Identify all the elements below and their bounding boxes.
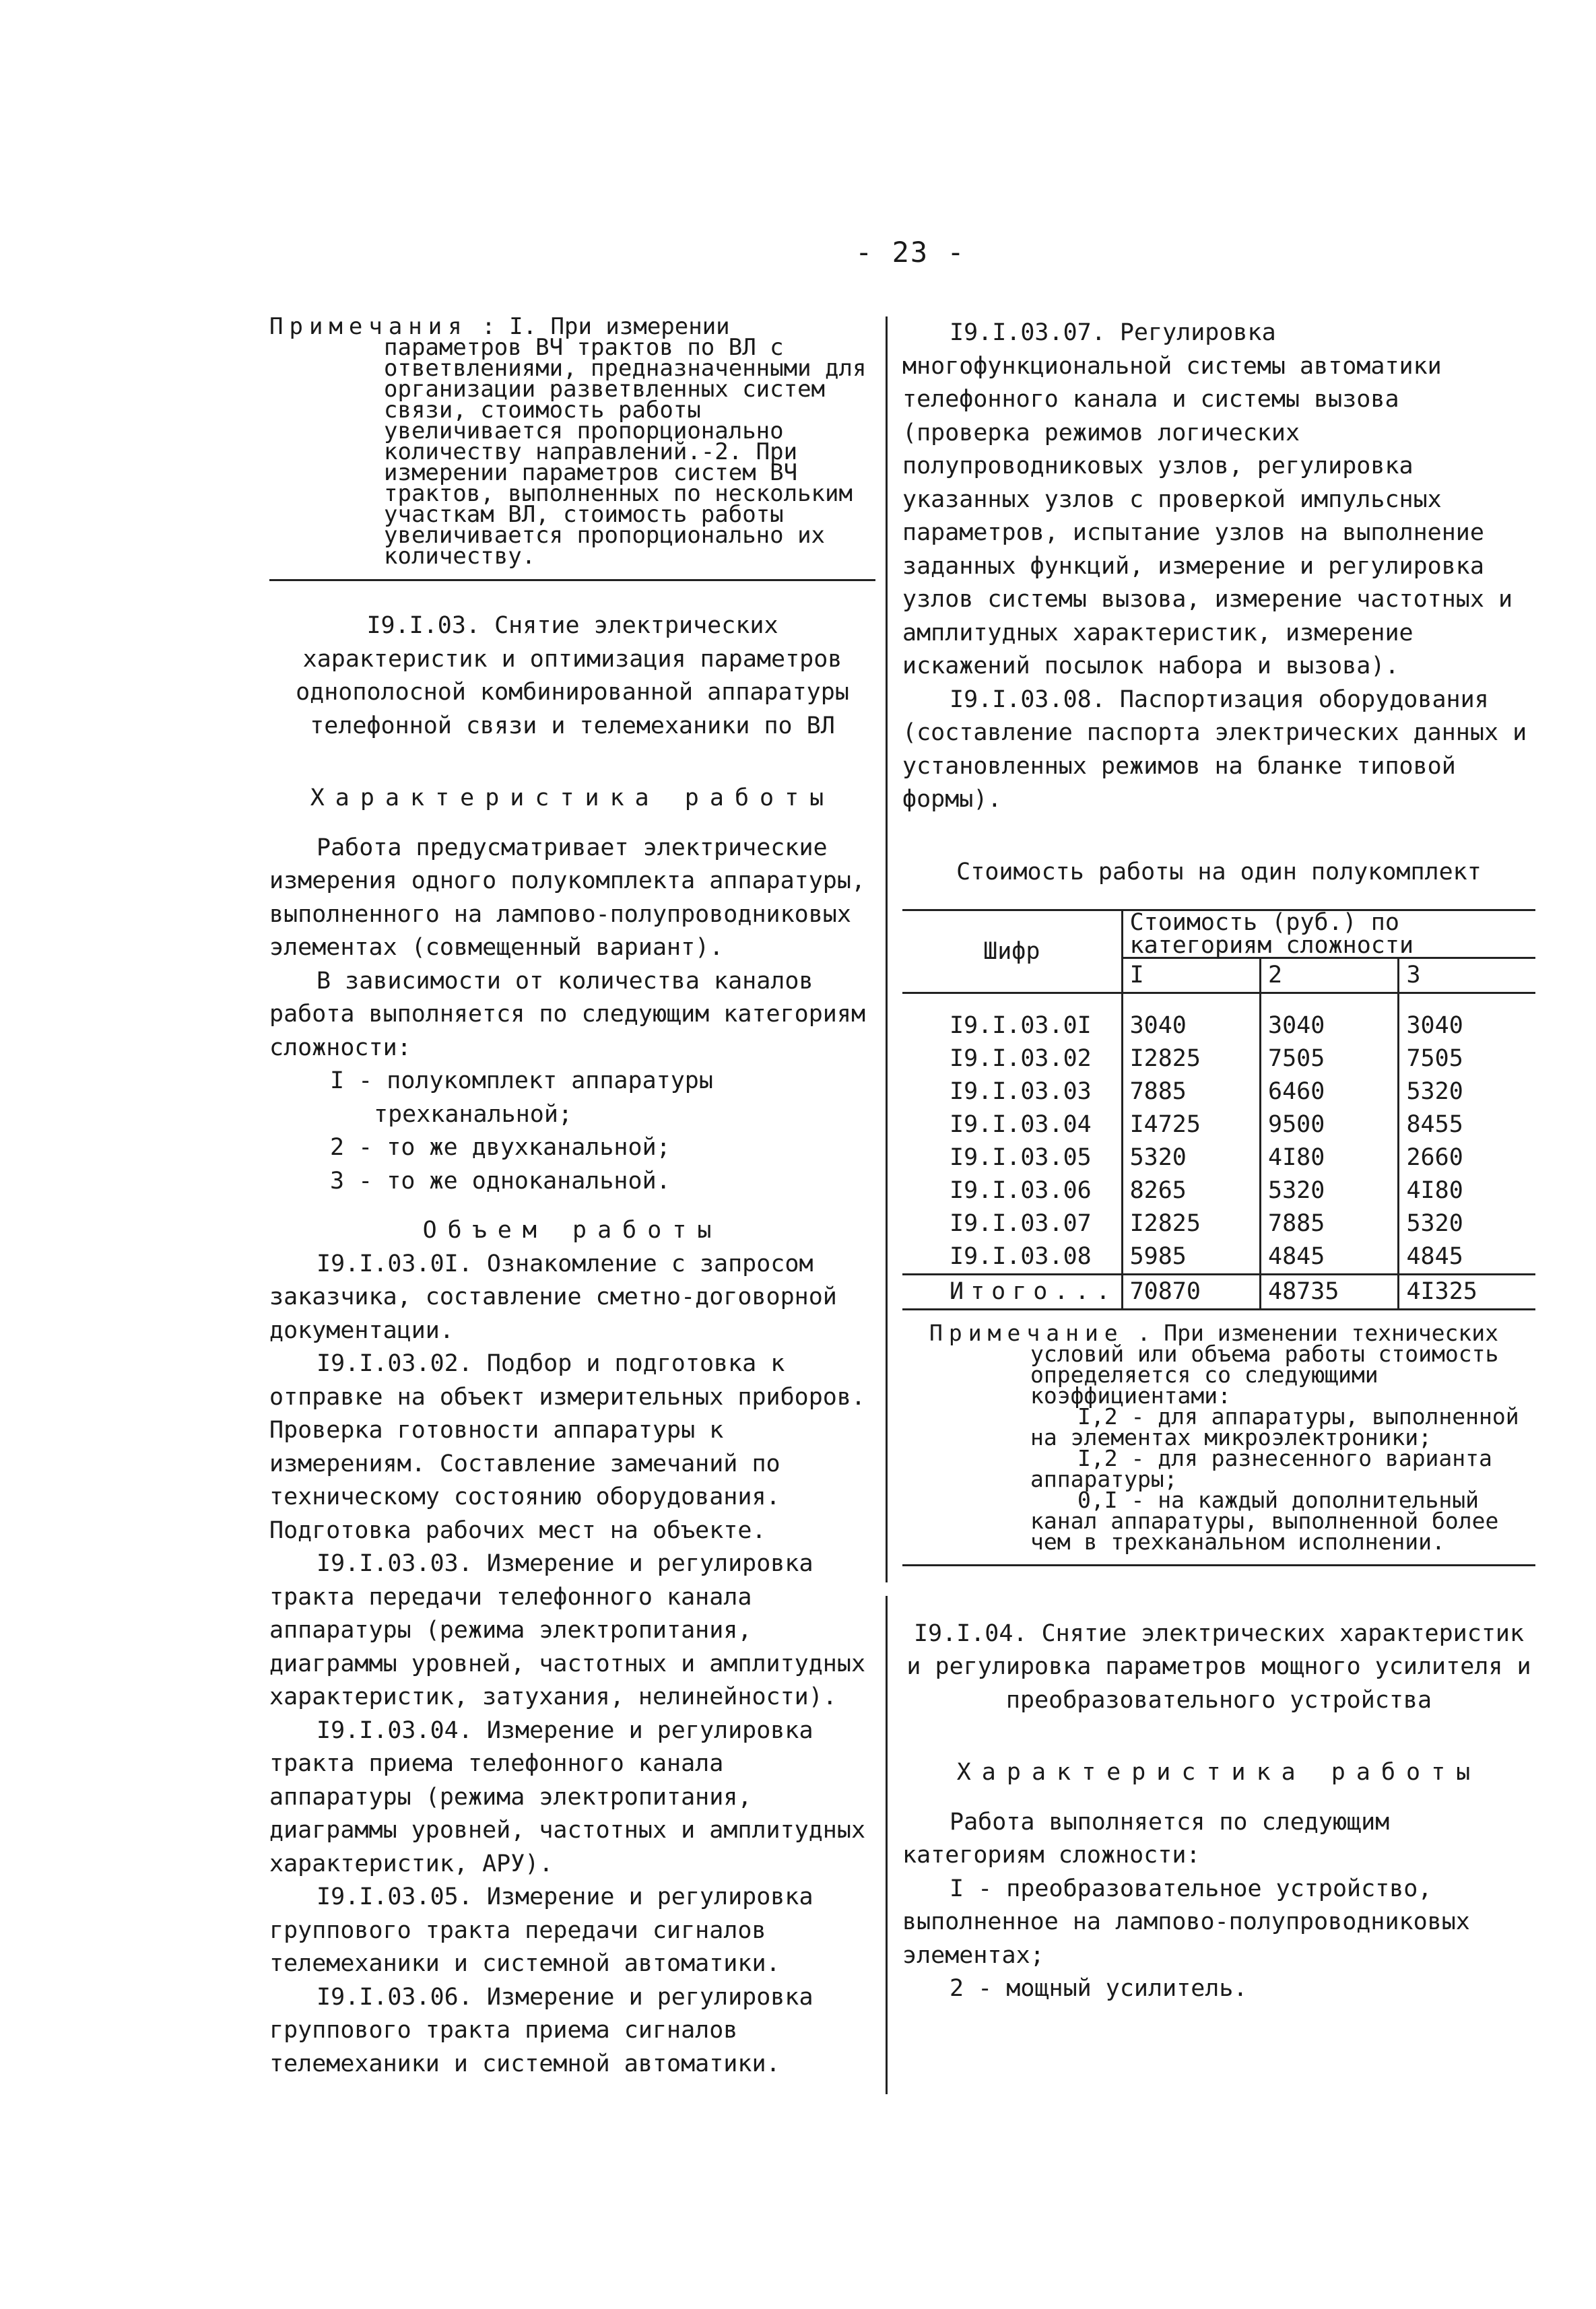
table-note	[902, 1319, 1535, 1409]
cost-header: Стоимость (руб.) по категориям сложности	[1122, 910, 1535, 958]
cell-value: 3040	[1399, 1009, 1535, 1042]
cell-value: 9500	[1261, 1108, 1399, 1141]
characteristic-heading: Характеристика работы	[310, 784, 835, 811]
scope-items	[269, 1248, 875, 2081]
cell-value: 6460	[1261, 1075, 1399, 1108]
scope-item: I9.I.03.0I. Ознакомление с запросом заказчика, составление сметно-договорной документации.	[269, 1250, 837, 1344]
left-column	[269, 313, 875, 2081]
cell-value: 3040	[1261, 1009, 1399, 1042]
cell-value: 7505	[1399, 1042, 1535, 1075]
table-row	[902, 1174, 1535, 1207]
row-code: I9.I.03.06	[950, 1176, 1092, 1204]
table-row	[902, 1009, 1535, 1042]
coefficient-line: 0,I - на каждый дополнительный канал аппаратуры, выполненной более чем в трехканальном исполнении.	[1030, 1486, 1499, 1555]
category-item: I - преобразовательное устройство, выполненное на лампово-полупроводниковых элементах;	[902, 1875, 1470, 1969]
total-value: 48735	[1261, 1274, 1399, 1309]
column-divider	[886, 316, 888, 1582]
cell-value: 5320	[1399, 1075, 1535, 1108]
category-item: I - полукомплект аппаратуры трехканальной;	[330, 1067, 713, 1128]
row-code: I9.I.03.07	[950, 1209, 1092, 1237]
note-block	[269, 313, 875, 570]
table-caption: Стоимость работы на один полукомплект	[956, 858, 1482, 885]
row-code: I9.I.03.05	[950, 1143, 1092, 1171]
category-list	[269, 1065, 875, 1198]
right-column	[902, 316, 1535, 2006]
cell-value: 4845	[1261, 1240, 1399, 1275]
cell-value: I4725	[1122, 1108, 1260, 1141]
cell-value: 7885	[1122, 1075, 1260, 1108]
cell-value: 5320	[1122, 1141, 1260, 1174]
cell-value: 8265	[1122, 1174, 1260, 1207]
paragraph-1: Работа предусматривает электрические измерения одного полукомплекта аппаратуры, выполненного на лампово-полупроводниковых элементах (совмещенный вариант).	[269, 834, 866, 961]
total-value: 4I325	[1399, 1274, 1535, 1309]
category-item: 3 - то же одноканальной.	[330, 1167, 671, 1195]
total-value: 70870	[1122, 1274, 1260, 1309]
section-title: I9.I.03. Снятие электрических характеристик и оптимизация параметров однополосной комбинированной аппаратуры телефонной связи и телемеханики по ВЛ	[296, 612, 849, 739]
total-label: Итого...	[902, 1274, 1122, 1309]
column-divider-lower	[886, 1596, 888, 2094]
category-item: 2 - то же двухканальной;	[330, 1134, 671, 1161]
table-row	[902, 1240, 1535, 1275]
table-row	[902, 1075, 1535, 1108]
cell-value: I2825	[1122, 1042, 1260, 1075]
characteristic-heading-2: Характеристика работы	[956, 1759, 1482, 1786]
cell-value: 2660	[1399, 1141, 1535, 1174]
coefficient-line: I,2 - для разнесенного варианта аппаратуры;	[1030, 1444, 1492, 1492]
category-header: 2	[1261, 958, 1399, 993]
note-lead: Примечания	[269, 313, 468, 340]
cell-value: 5985	[1122, 1240, 1260, 1275]
paragraph-3: Работа выполняется по следующим категориям сложности:	[902, 1808, 1390, 1869]
scope-item: I9.I.03.02. Подбор и подготовка к отправке на объект измерительных приборов. Проверка готовности аппаратуры к измерениям. Составление замечаний по техническому состоянию оборудования. Подготовка рабочих мест на объекте.	[269, 1350, 866, 1544]
table-row	[902, 1141, 1535, 1174]
cell-value: 7505	[1261, 1042, 1399, 1075]
scope-item: I9.I.03.07. Регулировка многофункциональной системы автоматики телефонного канала и системы вызова (проверка режимов логических полупроводниковых узлов, регулировка указанных узлов с проверкой импульсных параметров, испытание узлов на выполнение заданных функций, измерение и регулировка узлов системы вызова, измерение частотных и амплитудных характеристик, измерение искажений посылок набора и вызова).	[902, 319, 1513, 679]
cell-value: 4I80	[1399, 1174, 1535, 1207]
table-row	[902, 1108, 1535, 1141]
category-header: I	[1122, 958, 1260, 993]
row-code: I9.I.03.03	[950, 1077, 1092, 1105]
cell-value: 7885	[1261, 1207, 1399, 1240]
scope-item: I9.I.03.05. Измерение и регулировка группового тракта передачи сигналов телемеханики и системной автоматики.	[269, 1883, 813, 1977]
cell-value: I2825	[1122, 1207, 1260, 1240]
row-code: I9.I.03.0I	[950, 1011, 1092, 1039]
cell-value: 5320	[1261, 1174, 1399, 1207]
row-code: I9.I.03.04	[950, 1110, 1092, 1138]
table-row	[902, 1207, 1535, 1240]
cost-table	[902, 909, 1535, 1310]
cell-value: 5320	[1399, 1207, 1535, 1240]
scope-item: I9.I.03.06. Измерение и регулировка группового тракта приема сигналов телемеханики и системной автоматики.	[269, 1983, 813, 2077]
table-note-lead: Примечание	[929, 1319, 1124, 1346]
note2-rule	[902, 1564, 1535, 1566]
paragraph-2: В зависимости от количества каналов работа выполняется по следующим категориям сложности:	[269, 967, 866, 1061]
category-item: 2 - мощный усилитель.	[950, 1975, 1248, 2002]
coefficient-line: I,2 - для аппаратуры, выполненной на элементах микроэлектроники;	[1030, 1403, 1519, 1450]
code-header: Шифр	[902, 910, 1122, 993]
total-row	[902, 1274, 1535, 1309]
table-row	[902, 1042, 1535, 1075]
page-number: - 23 -	[855, 236, 966, 269]
scope-heading: Объем работы	[422, 1217, 723, 1244]
category-header: 3	[1399, 958, 1535, 993]
scope-item: I9.I.03.03. Измерение и регулировка тракта передачи телефонного канала аппаратуры (режима электропитания, диаграммы уровней, частотных и амплитудных характеристик, затухания, нелинейности).	[269, 1550, 866, 1710]
scope-item: I9.I.03.08. Паспортизация оборудования (составление паспорта электрических данных и установленных режимов на бланке типовой формы).	[902, 685, 1527, 813]
table-note-text: . При изменении технических условий или объема работы стоимость определяется со следующими коэффициентами:	[1030, 1319, 1499, 1409]
row-code: I9.I.03.08	[950, 1242, 1092, 1270]
row-code: I9.I.03.02	[950, 1044, 1092, 1072]
section2-title: I9.I.04. Снятие электрических характеристик и регулировка параметров мощного усилителя и преобразовательного устройства	[906, 1619, 1531, 1714]
cell-value: 8455	[1399, 1108, 1535, 1141]
cell-value: 4I80	[1261, 1141, 1399, 1174]
scope-item: I9.I.03.04. Измерение и регулировка тракта приема телефонного канала аппаратуры (режима электропитания, диаграммы уровней, частотных и амплитудных характеристик, АРУ).	[269, 1716, 866, 1877]
note-text: : I. При измерении параметров ВЧ трактов по ВЛ с ответвлениями, предназначенными для организации разветвленных систем связи, стоимость работы увеличивается пропорционально количеству направлений.-2. При измерении параметров систем ВЧ трактов, выполненных по нескольким участкам ВЛ, стоимость работы увеличивается пропорционально их количеству.	[384, 313, 867, 570]
table-header-row	[902, 910, 1535, 958]
cell-value: 3040	[1122, 1009, 1260, 1042]
cell-value: 4845	[1399, 1240, 1535, 1275]
note-rule	[269, 579, 875, 581]
